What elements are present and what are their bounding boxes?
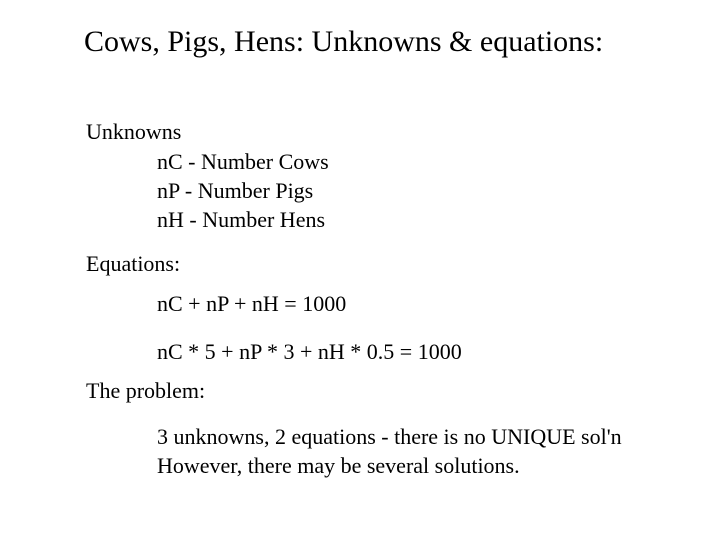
unknown-item-pigs: nP - Number Pigs xyxy=(157,178,314,203)
unknown-item-hens: nH - Number Hens xyxy=(157,207,326,232)
problem-item-solutions: However, there may be several solutions. xyxy=(157,453,520,478)
problem-heading: The problem: xyxy=(86,378,206,403)
slide-title: Cows, Pigs, Hens: Unknowns & equations: xyxy=(84,25,604,58)
unknowns-heading: Unknowns xyxy=(86,119,182,144)
equations-heading: Equations: xyxy=(86,251,181,276)
unknown-item-cows: nC - Number Cows xyxy=(157,149,329,174)
equation-count: nC + nP + nH = 1000 xyxy=(157,291,347,316)
problem-item-unknowns: 3 unknowns, 2 equations - there is no UNIQUE sol'n xyxy=(157,424,622,449)
equation-cost: nC * 5 + nP * 3 + nH * 0.5 = 1000 xyxy=(157,339,462,364)
